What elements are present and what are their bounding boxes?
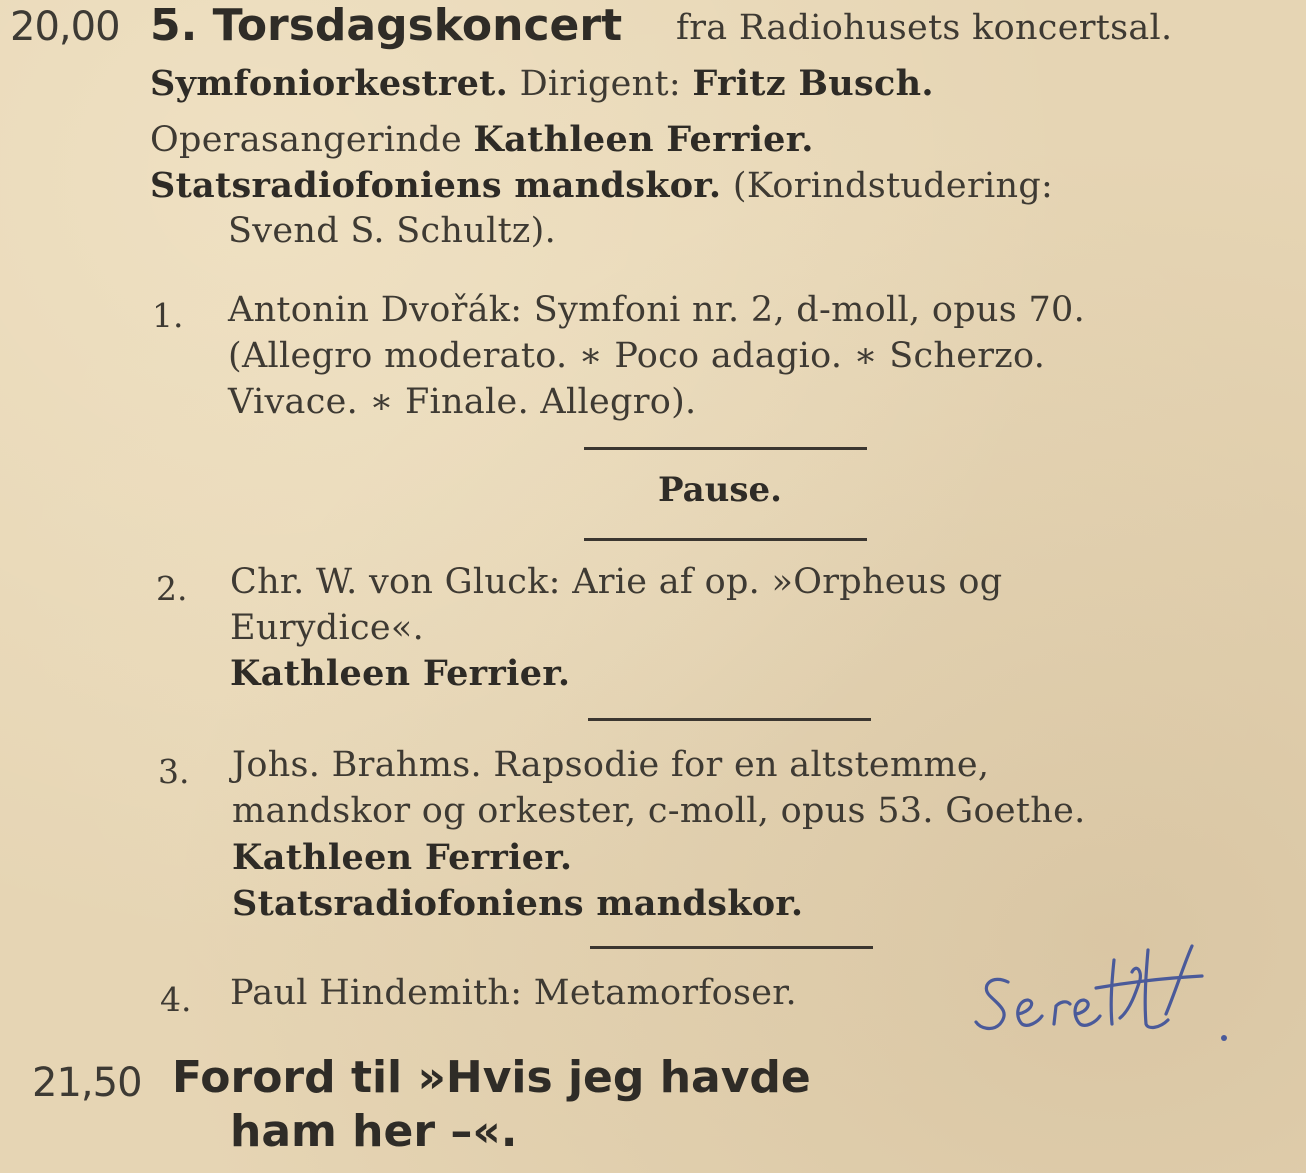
item-number-3: 3. [158,752,190,791]
second-title-line-2: ham her –«. [230,1106,518,1157]
choir-name: Statsradiofoniens mandskor. [150,165,722,206]
credits-choir-line [150,165,1053,206]
concert-title: 5. Torsdagskoncert [150,0,623,51]
item-1-line-1: Antonin Dvořák: Symfoni nr. 2, d-moll, opus 70. [228,290,1086,330]
item-1-line-2: (Allegro moderato. ∗ Poco adagio. ∗ Scherzo. [228,336,1046,376]
divider-rule [584,538,867,541]
pause-label: Pause. [658,470,783,510]
time-2150: 21,50 [32,1060,142,1106]
choir-note: (Korindstudering: [732,166,1054,206]
conductor-label: Dirigent: [519,64,681,104]
item-number-1: 1. [152,296,184,335]
handwritten-note [970,930,1240,1050]
divider-rule [588,718,871,721]
item-2-performer-1: Kathleen Ferrier. [230,653,571,694]
conductor-name: Fritz Busch. [692,63,934,104]
item-3-performer-1: Kathleen Ferrier. [232,837,573,878]
time-2000: 20,00 [10,4,120,50]
item-3-line-1: Johs. Brahms. Rapsodie for en altstemme, [232,745,990,785]
item-1-line-3: Vivace. ∗ Finale. Allegro). [228,382,697,422]
second-title-line-1: Forord til »Hvis jeg havde [172,1052,811,1103]
divider-rule [584,447,867,450]
choir-note-continued: Svend S. Schultz). [228,211,557,251]
item-3-performer-2: Statsradiofoniens mandskor. [232,883,804,924]
item-3-line-2: mandskor og orkester, c-moll, opus 53. Goethe. [232,791,1086,831]
item-number-4: 4. [160,980,192,1019]
item-2-line-2: Eurydice«. [230,608,425,648]
item-number-2: 2. [156,569,188,608]
credits-singer-line [150,119,814,160]
singer-label: Operasangerinde [150,120,462,160]
concert-venue: fra Radiohusets koncertsal. [676,8,1173,48]
singer-name: Kathleen Ferrier. [473,119,814,160]
credits-orchestra-line [150,63,934,104]
orchestra-name: Symfoniorkestret. [150,63,509,104]
divider-rule [590,946,873,949]
item-4-line-1: Paul Hindemith: Metamorfoser. [230,973,797,1013]
item-2-line-1: Chr. W. von Gluck: Arie af op. »Orpheus og [230,562,1003,602]
